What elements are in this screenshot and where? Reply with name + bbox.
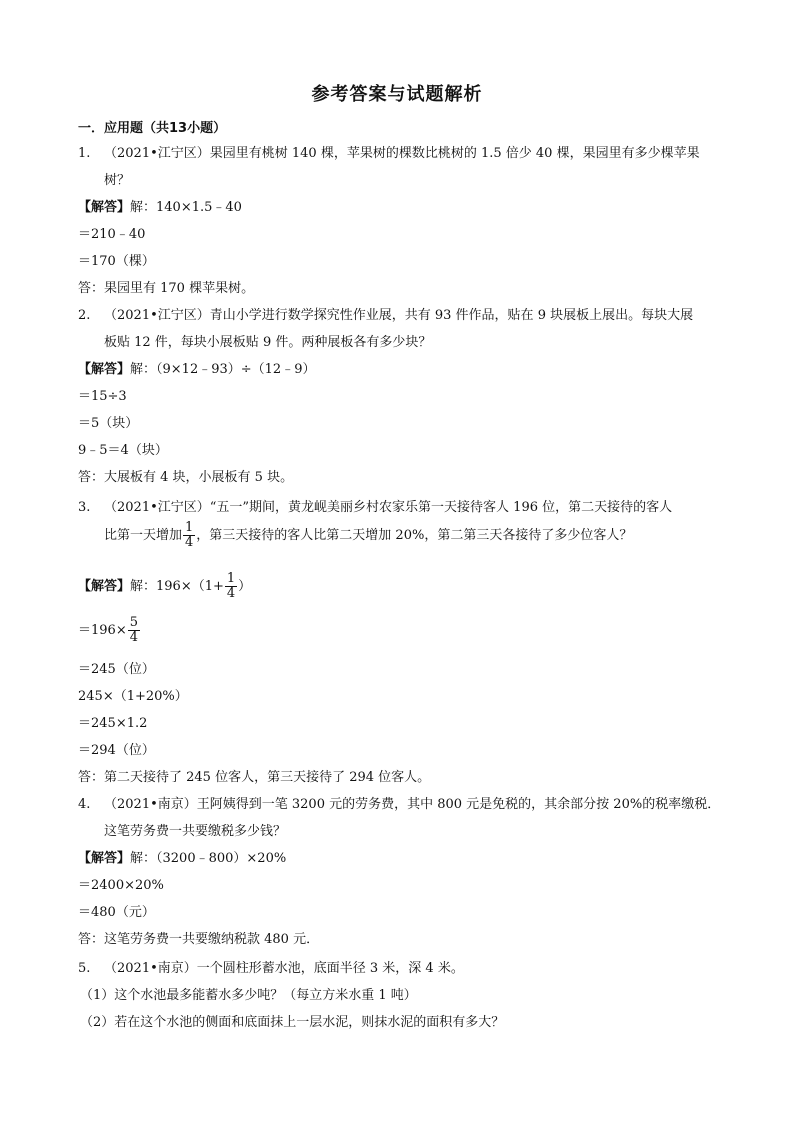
answer-tag: 【解答】 xyxy=(78,362,131,377)
answer-2 xyxy=(78,361,315,379)
answer-3 xyxy=(78,572,251,601)
answer-conclusion: 答：果园里有 170 棵苹果树。 xyxy=(78,281,255,296)
question-number: 1. xyxy=(78,146,91,161)
question-number: 5. xyxy=(78,961,91,976)
answer-step: ＝15÷3 xyxy=(78,389,127,404)
answer-step: ＝210﹣40 xyxy=(78,227,146,242)
answer-step: 9﹣5＝4（块） xyxy=(78,443,168,458)
fraction-denominator: 4 xyxy=(185,535,194,550)
answer-text: 解：196×（1+ xyxy=(130,579,224,594)
answer-step xyxy=(78,616,141,645)
answer-conclusion: 答：这笔劳务费一共要缴纳税款 480 元． xyxy=(78,932,320,947)
answer-text: ） xyxy=(238,579,252,594)
answer-conclusion: 答：大展板有 4 块，小展板有 5 块。 xyxy=(78,470,294,485)
answer-text: 解：（3200﹣800）×20% xyxy=(130,851,287,866)
answer-tag: 【解答】 xyxy=(78,579,131,594)
question-5 xyxy=(78,960,464,978)
question-number: 2. xyxy=(78,308,91,323)
fraction xyxy=(183,521,195,550)
question-2 xyxy=(78,307,693,325)
question-number: 3. xyxy=(78,500,91,515)
page-title: 参考答案与试题解析 xyxy=(311,84,483,105)
answer-tag: 【解答】 xyxy=(78,851,131,866)
answer-step: ＝245×1.2 xyxy=(78,716,148,731)
answer-step: ＝245（位） xyxy=(78,662,155,677)
answer-step: ＝480（元） xyxy=(78,905,155,920)
question-text: （2021•江宁区）“五一”期间，黄龙岘美丽乡村农家乐第一天接待客人 196 位，第二天接待的客人 xyxy=(104,500,673,515)
answer-step: ＝294（位） xyxy=(78,743,155,758)
answer-text: 解：140×1.5﹣40 xyxy=(130,200,242,215)
answer-text: ＝196× xyxy=(78,623,127,638)
question-text: （2021•南京）一个圆柱形蓄水池，底面半径 3 米，深 4 米。 xyxy=(104,961,464,976)
fraction xyxy=(128,616,140,645)
question-4-continued: 这笔劳务费一共要缴税多少钱？ xyxy=(104,824,287,839)
question-number: 4. xyxy=(78,797,91,812)
section-heading: 一．应用题（共13小题） xyxy=(78,121,227,136)
answer-tag: 【解答】 xyxy=(78,200,131,215)
question-text: （2021•江宁区）青山小学进行数学探究性作业展，共有 93 件作品，贴在 9 块展板上展出。每块大展 xyxy=(104,308,694,323)
question-3 xyxy=(78,499,672,517)
question-3-continued xyxy=(104,521,632,550)
question-text: 比第一天增加 xyxy=(104,528,183,543)
question-text: （2021•江宁区）果园里有桃树 140 棵，苹果树的棵数比桃树的 1.5 倍少 40 棵，果园里有多少棵苹果 xyxy=(104,146,700,161)
fraction-numerator: 5 xyxy=(129,615,138,630)
answer-step: ＝5（块） xyxy=(78,416,139,431)
question-4 xyxy=(78,796,720,814)
fraction-numerator: 1 xyxy=(185,520,194,535)
fraction-denominator: 4 xyxy=(129,630,138,645)
question-2-continued: 板贴 12 件，每块小展板贴 9 件。两种展板各有多少块？ xyxy=(104,335,432,350)
question-text: （2021•南京）王阿姨得到一笔 3200 元的劳务费，其中 800 元是免税的，其余部分按 20%的税率缴税． xyxy=(104,797,721,812)
fraction-numerator: 1 xyxy=(226,571,236,586)
question-5-part-2: （2）若在这个水池的侧面和底面抹上一层水泥，则抹水泥的面积有多大？ xyxy=(80,1015,505,1030)
answer-4 xyxy=(78,850,286,868)
fraction-denominator: 4 xyxy=(226,586,236,601)
answer-step: ＝170（棵） xyxy=(78,254,155,269)
answer-step: ＝2400×20% xyxy=(78,878,164,893)
answer-text: 解：（9×12﹣93）÷（12﹣9） xyxy=(130,362,316,377)
question-text: ，第三天接待的客人比第二天增加 20%，第二第三天各接待了多少位客人？ xyxy=(196,528,633,543)
question-1 xyxy=(78,145,700,163)
fraction xyxy=(225,572,237,601)
answer-conclusion: 答：第二天接待了 245 位客人，第三天接待了 294 位客人。 xyxy=(78,770,431,785)
answer-step: 245×（1+20%） xyxy=(78,689,188,704)
question-1-continued: 树？ xyxy=(104,173,131,188)
answer-1 xyxy=(78,199,242,217)
question-5-part-1: （1）这个水池最多能蓄水多少吨？（每立方米水重 1 吨） xyxy=(80,988,417,1003)
